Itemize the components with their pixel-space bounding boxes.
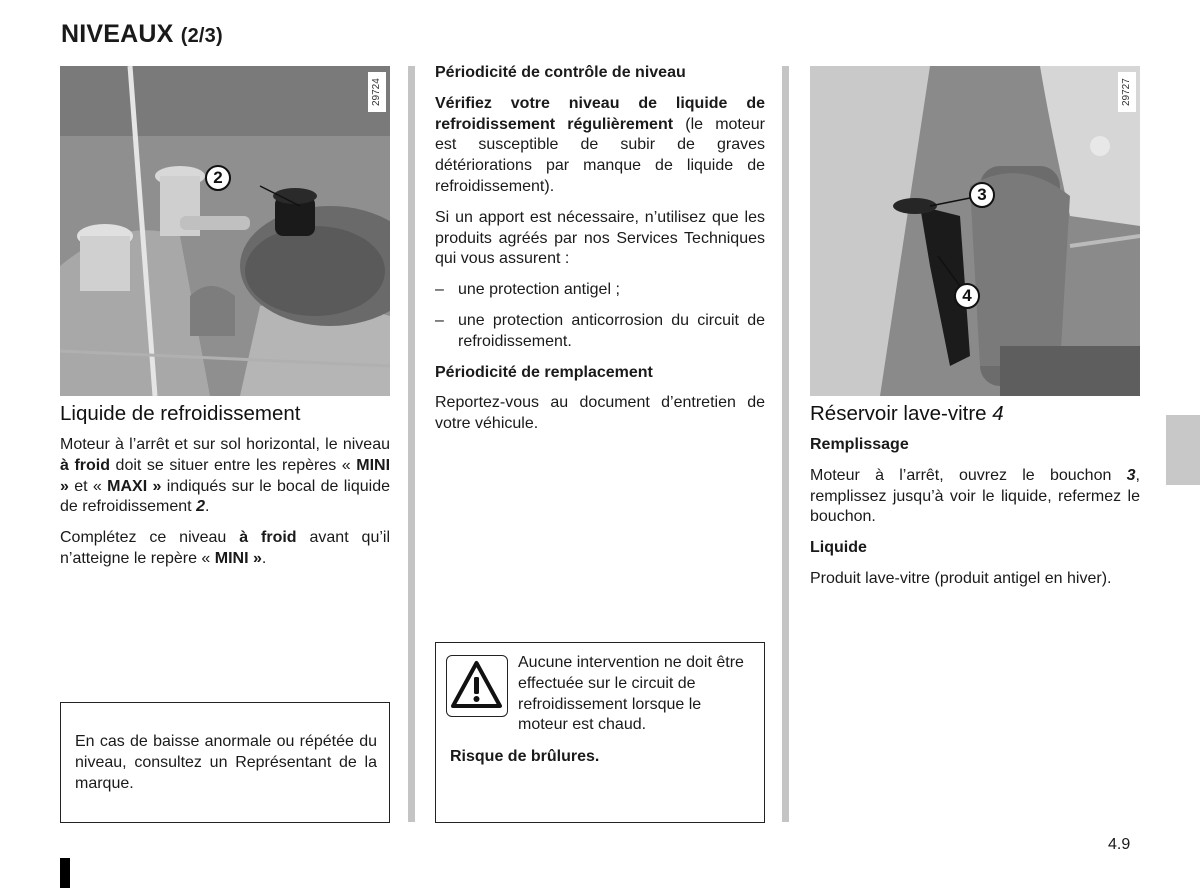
engine-photo-coolant	[60, 66, 390, 396]
title-part: (2/3)	[180, 25, 223, 47]
coolant-paragraph-2: Complétez ce niveau à froid avant qu’il n’atteigne le repère « MINI ».	[60, 529, 391, 567]
title-main: NIVEAUX	[61, 20, 174, 48]
image-reference-number: 29727	[1118, 72, 1136, 112]
callout-4: 4	[954, 283, 980, 309]
engine-photo-washer	[810, 66, 1140, 396]
washer-paragraph-2: Produit lave-vitre (produit antigel en hiver).	[810, 569, 1112, 587]
callout-3: 3	[969, 182, 995, 208]
engine-bay-illustration	[60, 66, 390, 396]
warning-triangle-icon	[446, 655, 508, 717]
bullet-item: – une protection anticorrosion du circuit de refroidissement.	[435, 311, 765, 350]
page-edge-marker	[60, 858, 70, 888]
heading-liquid: Liquide	[810, 539, 867, 557]
washer-reservoir-illustration	[810, 66, 1140, 396]
warning-box	[435, 642, 765, 823]
bullet-item: – une protection antigel ;	[435, 281, 620, 299]
column-divider-left	[408, 66, 415, 822]
callout-2: 2	[205, 165, 231, 191]
middle-paragraph-1: Vérifiez votre niveau de liquide de refroidissement régulièrement (le moteur est susceptible de subir de graves détériorations par manque de liquide de refroidissement).	[435, 94, 766, 195]
note-text: En cas de baisse anormale ou répétée du niveau, consultez un Représentant de la marque.	[75, 733, 377, 792]
warning-text: Aucune intervention ne doit être effectuée sur le circuit de refroidissement lorsque le moteur est chaud.	[518, 654, 744, 734]
middle-paragraph-2: Si un apport est nécessaire, n’utilisez que les produits agréés par nos Services Techniques qui vous assurent :	[435, 208, 765, 268]
page-number: 4.9	[1108, 836, 1131, 853]
coolant-text	[60, 435, 390, 580]
warning-risk: Risque de brûlures.	[450, 748, 600, 765]
middle-paragraph-3: Reportez-vous au document d’entretien de votre véhicule.	[435, 394, 765, 433]
section-heading-coolant: Liquide de refroidissement	[60, 402, 301, 425]
chapter-tab	[1166, 415, 1200, 485]
middle-text	[435, 63, 765, 445]
note-box	[60, 702, 390, 823]
washer-paragraph-1: Moteur à l’arrêt, ouvrez le bouchon 3, remplissez jusqu’à voir le liquide, refermez le bouchon.	[810, 466, 1140, 526]
washer-text	[810, 435, 1140, 600]
heading-filling: Remplissage	[810, 436, 909, 453]
page-title	[61, 20, 223, 49]
coolant-paragraph-1: Moteur à l’arrêt et sur sol horizontal, le niveau à froid doit se situer entre les repères « MINI » et « MAXI » indiqués sur le bocal de liquide de refroidissement 2.	[60, 436, 391, 516]
column-divider-right	[782, 66, 789, 822]
heading-replacement-interval: Périodicité de remplacement	[435, 363, 653, 381]
section-heading-washer: Réservoir lave-vitre 4	[810, 402, 1004, 425]
heading-check-interval: Périodicité de contrôle de niveau	[435, 64, 686, 81]
image-reference-number: 29724	[368, 72, 386, 112]
